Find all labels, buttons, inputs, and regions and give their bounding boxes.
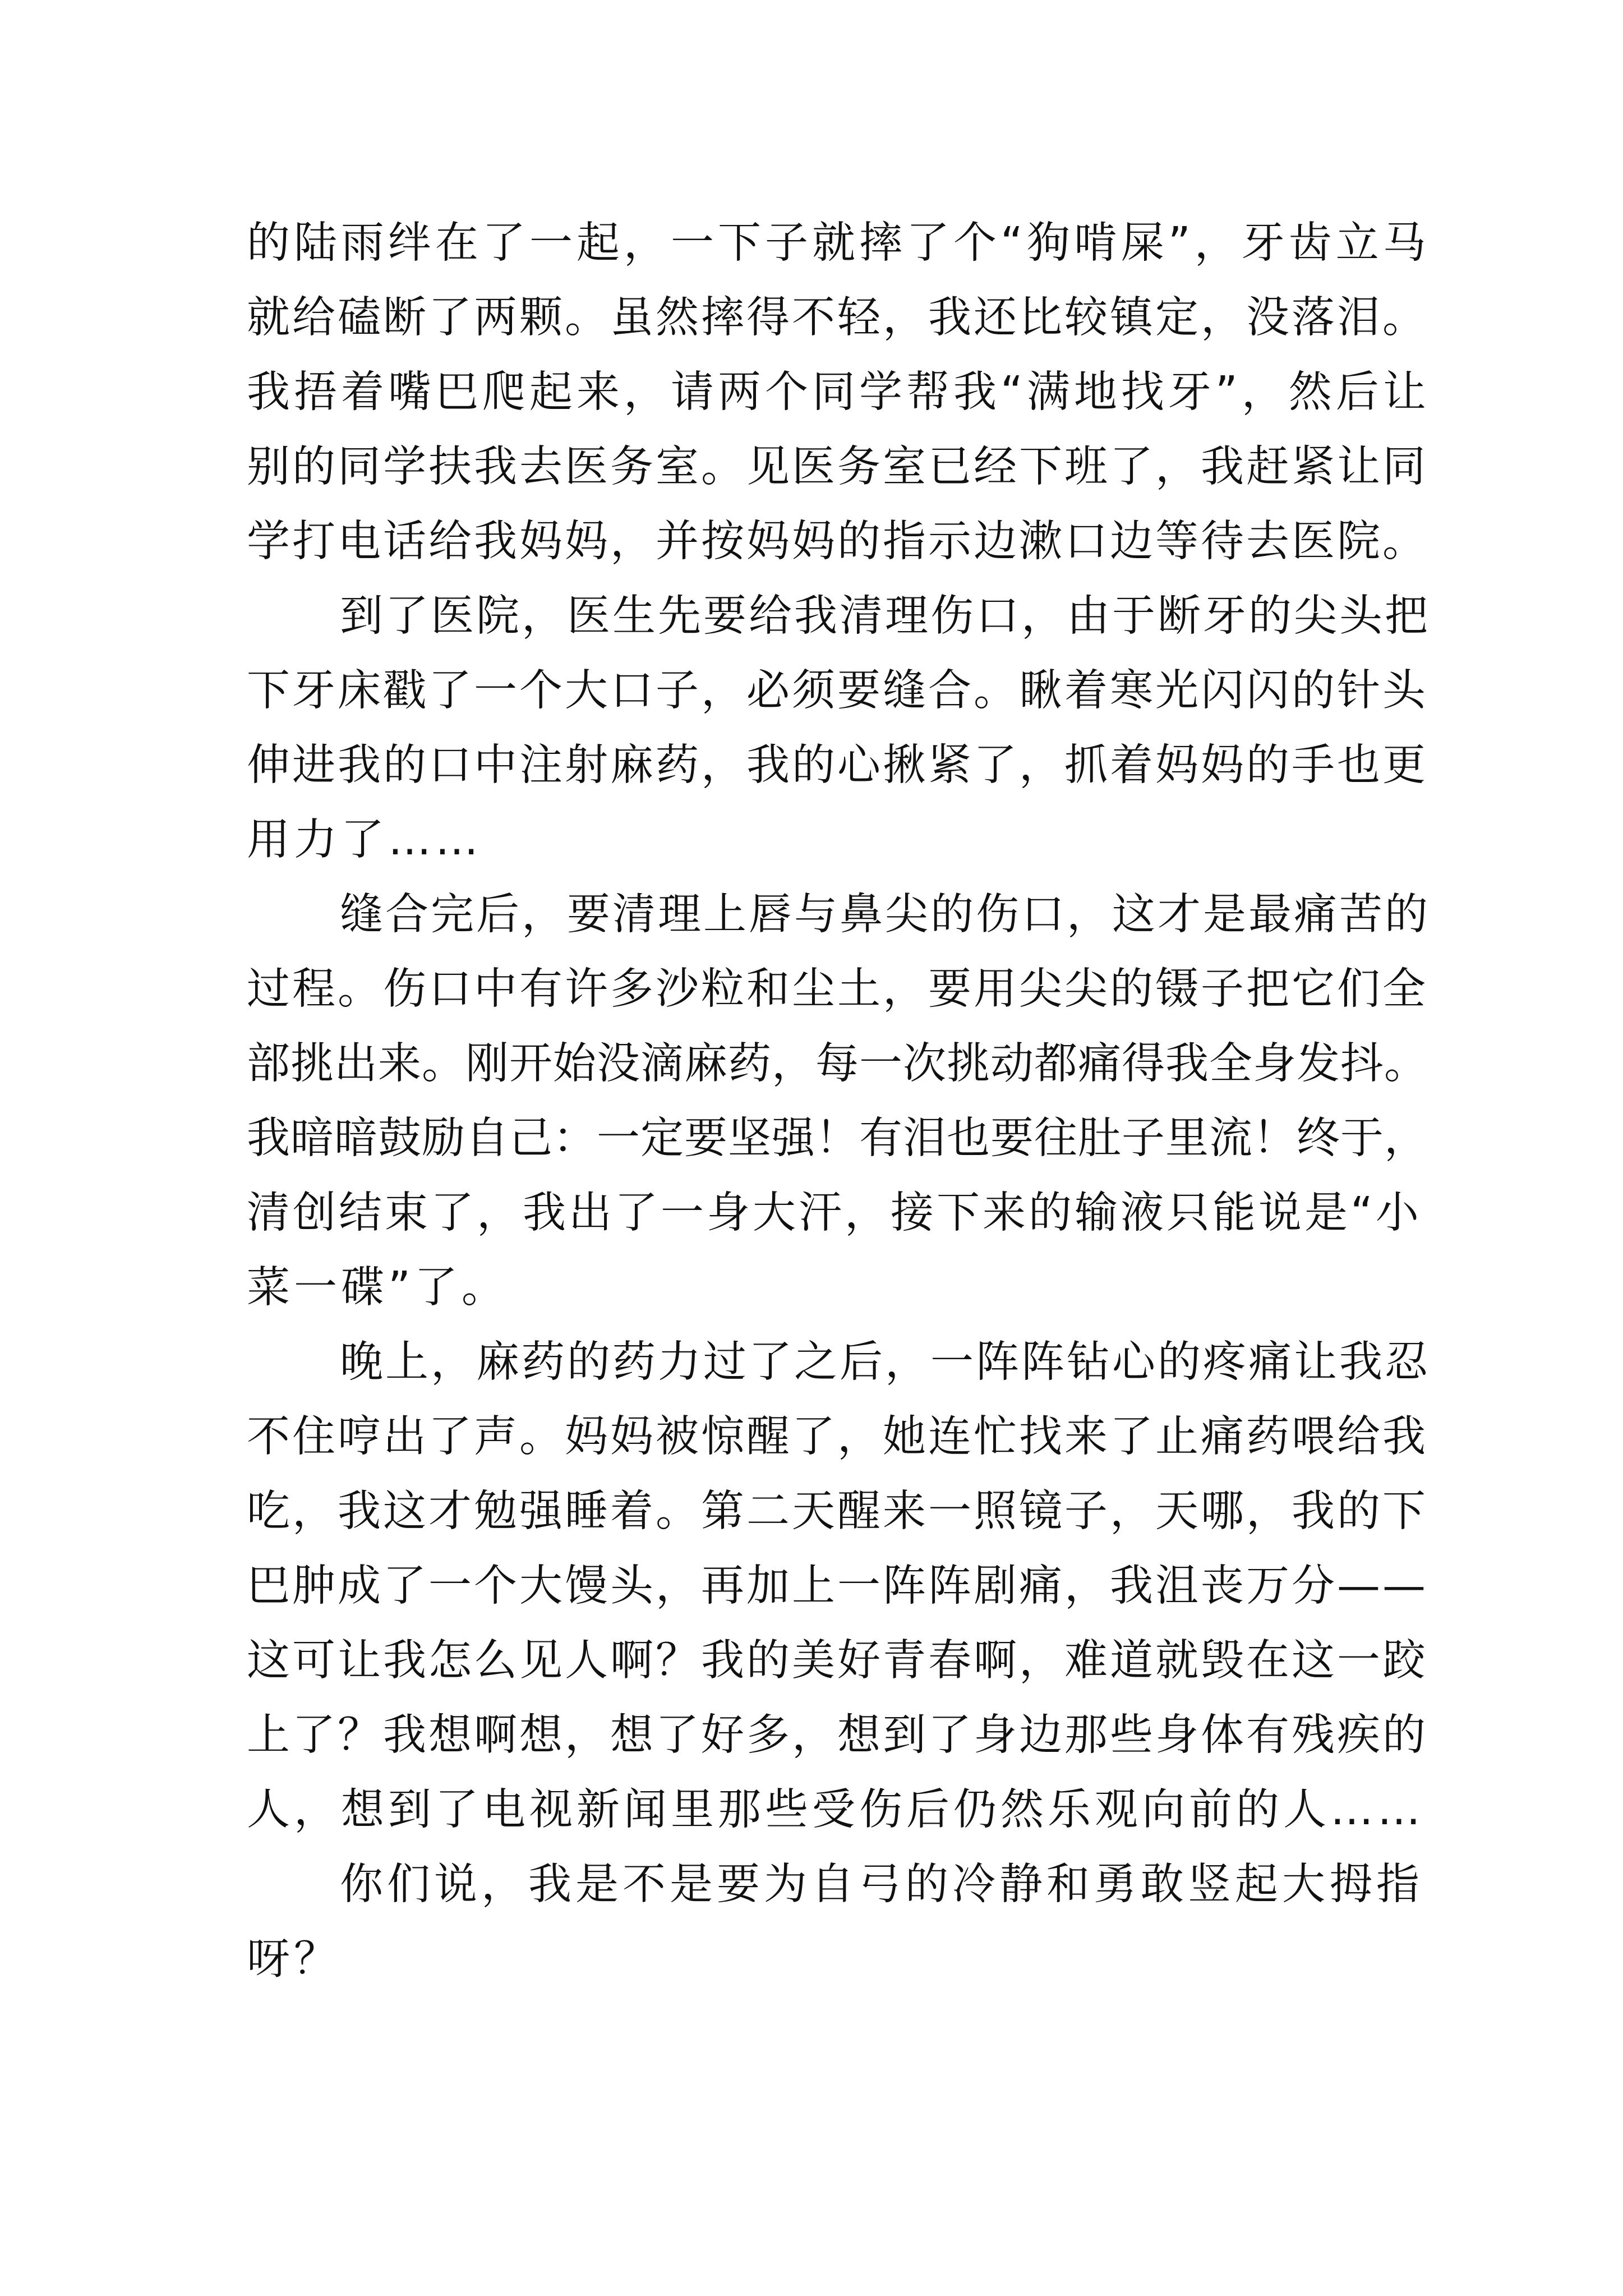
text-line: 菜一碟”了。 — [247, 1263, 509, 1313]
text-line: 人，想到了电视新闻里那些受伤后仍然乐观向前的人…… — [247, 1785, 1424, 1835]
text-line: 清创结束了，我出了一身大汗，接下来的输液只能说是“小 — [247, 1188, 1422, 1238]
text-line: 伸进我的口中注射麻药，我的心揪紧了，抓着妈妈的手也更 — [247, 740, 1428, 790]
text-line: 的陆雨绊在了一起，一下子就摔了个“狗啃屎”，牙齿立马 — [247, 218, 1430, 268]
paragraph-first-line: 晚上，麻药的药力过了之后，一阵阵钻心的疼痛让我忍 — [340, 1337, 1430, 1387]
text-line: 别的同学扶我去医务室。见医务室已经下班了，我赶紧让同 — [247, 442, 1428, 492]
paragraph-first-line: 缝合完后，要清理上唇与鼻尖的伤口，这才是最痛苦的 — [340, 890, 1430, 940]
text-line: 这可让我怎么见人啊？我的美好青春啊，难道就毁在这一跤 — [247, 1636, 1428, 1686]
text-line: 吃，我这才勉强睡着。第二天醒来一照镜子，天哪，我的下 — [247, 1487, 1428, 1536]
text-line: 不住哼出了声。妈妈被惊醒了，她连忙找来了止痛药喂给我 — [247, 1412, 1428, 1462]
text-line: 用力了…… — [247, 815, 482, 865]
text-line: 我暗暗鼓励自己：一定要坚强！有泪也要往肚子里流！终于， — [247, 1114, 1428, 1163]
text-line: 学打电话给我妈妈，并按妈妈的指示边漱口边等待去医院。 — [247, 517, 1428, 567]
text-line: 部挑出来。刚开始没滴麻药，每一次挑动都痛得我全身发抖。 — [247, 1039, 1428, 1089]
text-line: 就给磕断了两颗。虽然摔得不轻，我还比较镇定，没落泪。 — [247, 293, 1428, 343]
text-line: 下牙床戳了一个大口子，必须要缝合。瞅着寒光闪闪的针头 — [247, 666, 1428, 716]
text-line: 我捂着嘴巴爬起来，请两个同学帮我“满地找牙”，然后让 — [247, 367, 1430, 417]
paragraph-first-line: 到了医院，医生先要给我清理伤口，由于断牙的尖头把 — [340, 591, 1430, 641]
text-line: 呀？ — [247, 1934, 341, 1984]
paragraph-first-line: 你们说，我是不是要为自弓的冷静和勇敢竖起大拇指 — [340, 1860, 1423, 1910]
text-line: 上了？我想啊想，想了好多，想到了身边那些身体有残疾的 — [247, 1710, 1428, 1760]
text-line: 巴肿成了一个大馒头，再加上一阵阵剧痛，我沮丧万分—— — [247, 1561, 1428, 1611]
text-line: 过程。伤口中有许多沙粒和尘土，要用尖尖的镊子把它们全 — [247, 964, 1428, 1014]
article-body — [247, 220, 1430, 2010]
